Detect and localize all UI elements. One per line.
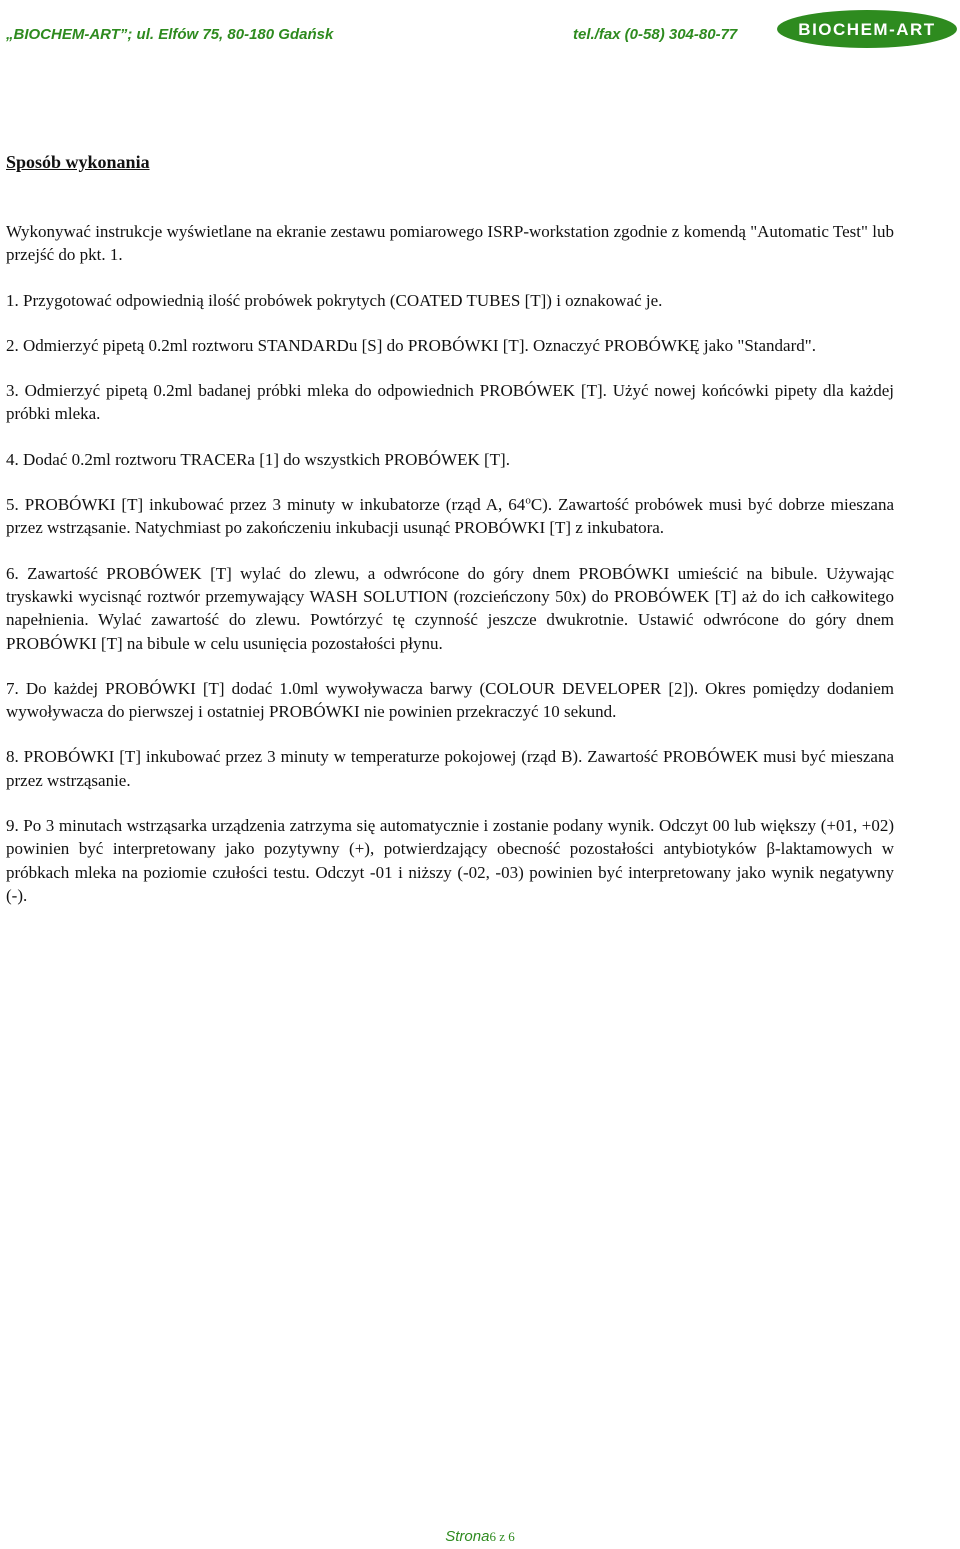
step-5 (6, 493, 894, 540)
page-footer (0, 1528, 960, 1545)
step-9: 9. Po 3 minutach wstrząsarka urządzenia zatrzyma się automatycznie i zostanie podany wynik. Odczyt 00 lub większy (+01, +02) powinien być interpretowany jako pozytywny (+), potwierdzający obecność pozostałości antybiotyków β-laktamowych w próbkach mleka na poziomie czułości testu. Odczyt -01 i niższy (-02, -03) powinien być interpretowany jako wynik negatywny (-). (6, 816, 894, 905)
footer-separator: z (499, 1529, 505, 1544)
step-6: 6. Zawartość PROBÓWEK [T] wylać do zlewu, a odwrócone do góry dnem PROBÓWKI umieścić na bibule. Używając tryskawki wycisnąć roztwór przemywający WASH SOLUTION (rozcieńczony 50x) do PROBÓWEK [T] aż do ich całkowitego napełnienia. Wylać zawartość do zlewu. Powtórzyć tę czynność jeszcze dwukrotnie. Ustawić odwrócone do góry dnem PROBÓWKI [T] na bibule w celu usunięcia pozostałości płynu. (6, 563, 894, 653)
step-1: 1. Przygotować odpowiednią ilość probówek pokrytych (COATED TUBES [T]) i oznakować je. (6, 290, 663, 310)
step-5-text-a: 5. PROBÓWKI [T] inkubować przez 3 minuty w inkubatorze (rząd A, 64 (6, 495, 526, 515)
section-title: Sposób wykonania (6, 152, 150, 172)
footer-label: Strona (445, 1528, 490, 1545)
footer-page-number (489, 1529, 514, 1544)
intro-paragraph: Wykonywać instrukcje wyświetlane na ekranie zestawu pomiarowego ISRP-workstation zgodnie z komendą "Automatic Test" lub przejść do pkt. 1. (6, 222, 894, 265)
step-5-text-b: C). Zawartość probówek musi być dobrze mieszana przez wstrząsanie. Natychmiast po zakończeniu inkubacji usunąć PROBÓWKI [T] z inkubatora. (6, 495, 894, 538)
biochem-art-logo (776, 9, 958, 49)
footer-page: 6 (489, 1529, 496, 1544)
step-2: 2. Odmierzyć pipetą 0.2ml roztworu STANDARDu [S] do PROBÓWKI [T]. Oznaczyć PROBÓWKĘ jako "Standard". (6, 335, 816, 355)
step-4: 4. Dodać 0.2ml roztworu TRACERa [1] do wszystkich PROBÓWEK [T]. (6, 449, 510, 469)
footer-total: 6 (508, 1529, 515, 1544)
step-8: 8. PROBÓWKI [T] inkubować przez 3 minuty w temperaturze pokojowej (rząd B). Zawartość PROBÓWEK musi być mieszana przez wstrząsanie. (6, 747, 894, 790)
step-3: 3. Odmierzyć pipetą 0.2ml badanej próbki mleka do odpowiednich PROBÓWEK [T]. Użyć nowej końcówki pipety dla każdej próbki mleka. (6, 381, 894, 424)
logo-text: BIOCHEM-ART (798, 20, 936, 39)
phone-fax: tel./fax (0-58) 304-80-77 (573, 26, 738, 43)
company-address: „BIOCHEM-ART”; ul. Elfów 75, 80-180 Gdańsk (6, 26, 334, 43)
degree-sup: o (525, 494, 531, 507)
step-7: 7. Do każdej PROBÓWKI [T] dodać 1.0ml wywoływacza barwy (COLOUR DEVELOPER [2]). Okres pomiędzy dodaniem wywoływacza do pierwszej i ostatniej PROBÓWKI nie powinien przekraczyć 10 sekund. (6, 678, 894, 722)
document-body (6, 220, 894, 929)
